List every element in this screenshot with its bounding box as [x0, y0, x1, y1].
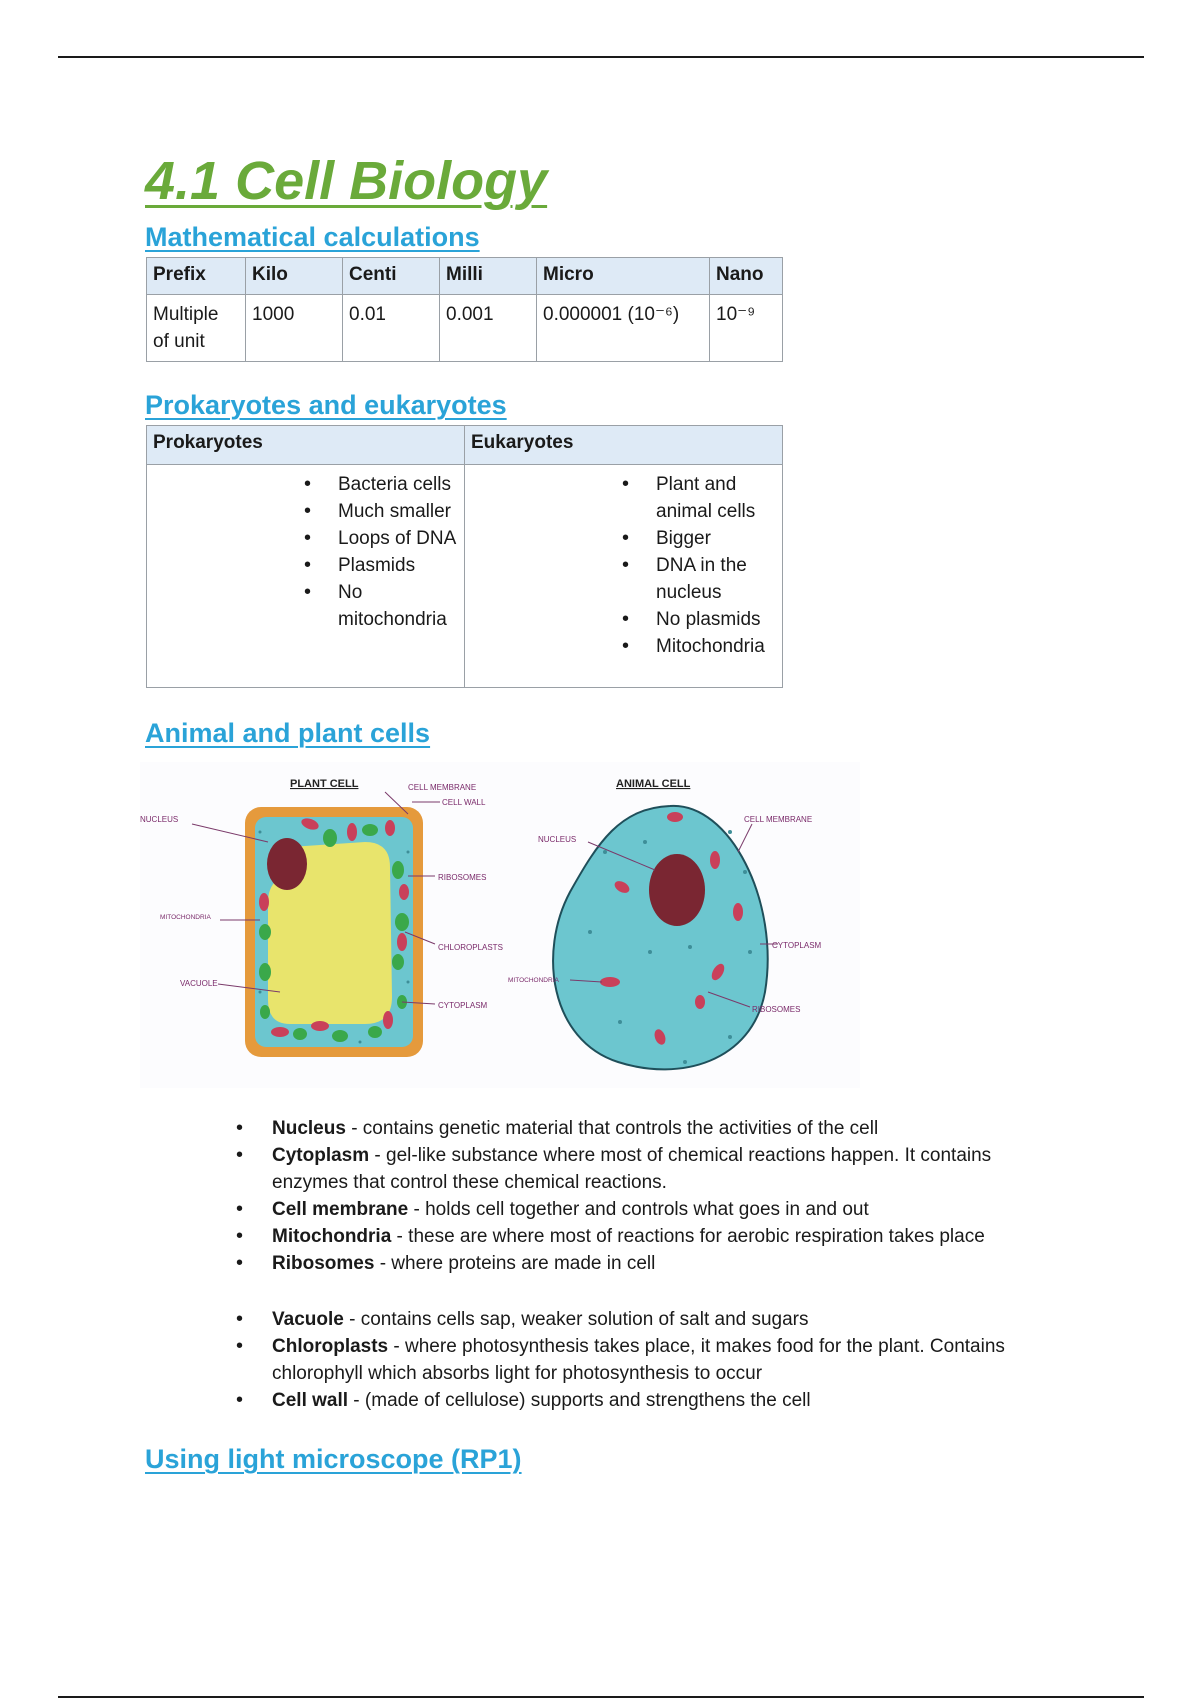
- term: Cell membrane: [272, 1199, 409, 1220]
- table-cell: 0.001: [440, 295, 537, 362]
- label-animal-membrane: CELL MEMBRANE: [744, 815, 813, 824]
- organelle-list-a: [272, 1115, 1072, 1277]
- definition: - holds cell together and controls what goes in and out: [408, 1199, 869, 1220]
- plant-cell-title: PLANT CELL: [290, 778, 359, 790]
- eukaryotes-cell: [465, 465, 783, 688]
- term: Ribosomes: [272, 1253, 375, 1274]
- list-item: [272, 1115, 1072, 1142]
- table-cell: 0.01: [343, 295, 440, 362]
- label-mitochondria: MITOCHONDRIA: [160, 914, 211, 921]
- cell-diagram-svg: [140, 762, 860, 1088]
- label-animal-nucleus: NUCLEUS: [538, 835, 577, 844]
- animal-cell-title: ANIMAL CELL: [616, 778, 691, 790]
- list-item: • Bigger: [656, 525, 780, 552]
- heading-pro-eu: Prokaryotes and eukaryotes: [145, 390, 507, 420]
- table-cell: 1000: [246, 295, 343, 362]
- table-header-cell: Prokaryotes: [147, 426, 465, 465]
- prokaryotes-eukaryotes-table: [146, 425, 783, 688]
- list-item: • Much smaller: [338, 498, 462, 525]
- page-title: 4.1 Cell Biology: [145, 151, 548, 211]
- table-cell: 10⁻⁹: [710, 295, 783, 362]
- label-nucleus: NUCLEUS: [140, 815, 179, 824]
- label-wall: CELL WALL: [442, 798, 486, 807]
- prokaryotes-cell: [147, 465, 465, 688]
- definition: - gel-like substance where most of chemical reactions happen. It contains enzymes that control these chemical reactions.: [272, 1145, 992, 1193]
- table-header-cell: Nano: [710, 258, 783, 295]
- table-header-cell: Centi: [343, 258, 440, 295]
- heading-microscope: Using light microscope (RP1): [145, 1444, 522, 1474]
- table-header-cell: Milli: [440, 258, 537, 295]
- label-chloroplasts: CHLOROPLASTS: [438, 943, 503, 952]
- list-item: • Bacteria cells: [338, 471, 462, 498]
- table-header-cell: Kilo: [246, 258, 343, 295]
- table-row: [147, 295, 783, 362]
- table-cell: 0.000001 (10⁻⁶): [537, 295, 710, 362]
- label-animal-mitochondria: MITOCHONDRIA: [508, 977, 559, 984]
- top-rule: [58, 56, 1144, 58]
- definition: - contains cells sap, weaker solution of salt and sugars: [343, 1309, 809, 1330]
- term: Mitochondria: [272, 1226, 392, 1247]
- label-animal-cytoplasm: CYTOPLASM: [772, 941, 822, 950]
- definition: - (made of cellulose) supports and strengthens the cell: [348, 1390, 811, 1411]
- list-item: • Plasmids: [338, 552, 462, 579]
- units-table: [146, 257, 783, 362]
- animal-nucleus: [649, 854, 705, 926]
- definition: - contains genetic material that controls the activities of the cell: [345, 1118, 879, 1139]
- heading-cells: Animal and plant cells: [145, 718, 431, 748]
- list-item: [272, 1333, 1072, 1387]
- table-header-row: [147, 258, 783, 295]
- list-item: [272, 1223, 1072, 1250]
- prokaryotes-list: [338, 471, 462, 633]
- term: Vacuole: [272, 1309, 344, 1330]
- plant-nucleus: [267, 838, 307, 890]
- label-vacuole: VACUOLE: [180, 979, 218, 988]
- definition: - where proteins are made in cell: [374, 1253, 656, 1274]
- bottom-rule: [58, 1696, 1144, 1698]
- list-item: • DNA in the nucleus: [656, 552, 780, 606]
- term: Cell wall: [272, 1390, 349, 1411]
- table-row: [147, 465, 783, 688]
- definition: - these are where most of reactions for aerobic respiration takes place: [391, 1226, 985, 1247]
- list-item: • Plant and animal cells: [656, 471, 780, 525]
- table-header-row: [147, 426, 783, 465]
- heading-math: Mathematical calculations: [145, 222, 480, 252]
- organelle-list-b: [272, 1306, 1072, 1414]
- definition: - where photosynthesis takes place, it makes food for the plant. Contains chlorophyll which absorbs light for photosynthesis to occur: [272, 1336, 1005, 1384]
- label-membrane: CELL MEMBRANE: [408, 783, 477, 792]
- table-header-cell: Prefix: [147, 258, 246, 295]
- table-header-cell: Micro: [537, 258, 710, 295]
- term: Nucleus: [272, 1118, 346, 1139]
- label-animal-ribosomes: RIBOSOMES: [752, 1005, 801, 1014]
- list-item: [272, 1196, 1072, 1223]
- list-item: [272, 1387, 1072, 1414]
- eukaryotes-list: [656, 471, 780, 660]
- list-item: [272, 1306, 1072, 1333]
- list-item: [272, 1142, 1072, 1196]
- list-item: • Mitochondria: [656, 633, 780, 660]
- term: Cytoplasm: [272, 1145, 370, 1166]
- table-cell: Multiple of unit: [147, 295, 246, 362]
- list-item: • No mitochondria: [338, 579, 462, 633]
- label-cytoplasm: CYTOPLASM: [438, 1001, 488, 1010]
- cell-diagram: [140, 762, 860, 1088]
- list-item: • No plasmids: [656, 606, 780, 633]
- table-header-cell: Eukaryotes: [465, 426, 783, 465]
- label-ribosomes: RIBOSOMES: [438, 873, 487, 882]
- list-item: • Loops of DNA: [338, 525, 462, 552]
- term: Chloroplasts: [272, 1336, 389, 1357]
- list-item: [272, 1250, 1072, 1277]
